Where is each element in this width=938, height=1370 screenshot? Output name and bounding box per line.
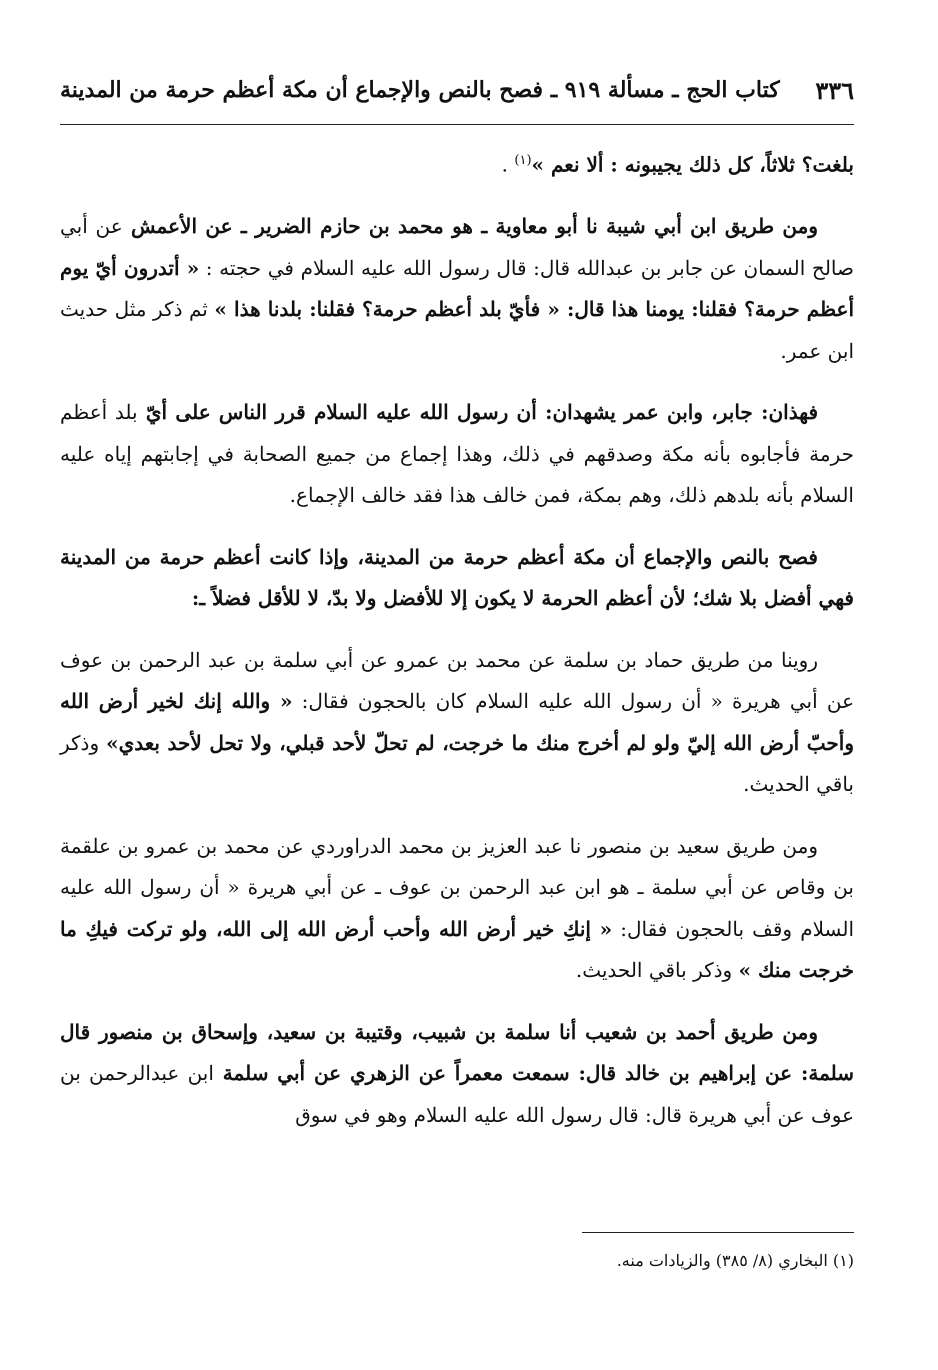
paragraph [60,826,854,992]
text-segment: ومن طريق سعيد بن منصور نا عبد العزيز بن محمد الدراوردي عن محمد بن عمرو بن علقمة بن وقاص عن أبي سلمة ـ هو ابن عبد الرحمن بن عوف ـ عن أبي هريرة « أن رسول الله عليه السلام وقف بالحجون فقال: [60,833,855,941]
header-divider [60,124,854,125]
text-segment: عن أبي صالح السمان عن جابر بن عبدالله قال: قال رسول الله عليه السلام في حجته : [60,214,854,280]
paragraph [60,537,854,620]
footnote-marker: (١) [514,153,532,168]
footnote-divider [582,1232,854,1233]
text-segment: ثم ذكر مثل حديث ابن عمر. [60,297,854,363]
text-segment: وذكر باقي الحديث. [575,958,739,983]
footnote: (١) البخاري (٨/ ٣٨٥) والزيادات منه. [616,1251,854,1270]
text-segment: بلد أعظم حرمة فأجابوه بأنه مكة وصدقهم في ذلك، وهذا إجماع من جميع الصحابة في إجابتهم إياه عليه السلام بأنه بلدهم ذلك، وهم بمكة، فمن خالف هذا فقد خالف الإجماع. [60,400,854,508]
paragraph [60,206,854,372]
paragraph [60,1012,854,1137]
paragraph [60,140,854,186]
text-segment: وذكر باقي الحديث. [60,730,854,797]
bold-text-segment: بلغت؟ ثلاثاً، كل ذلك يجيبونه : ألا نعم » [531,152,854,177]
bold-text-segment: فهذان: جابر، وابن عمر يشهدان: أن رسول الله عليه السلام قرر الناس على أيّ [137,400,818,425]
text-segment: . [501,152,515,177]
bold-text-segment: « أتدرون أيّ يوم أعظم حرمة؟ فقلنا: يومنا هذا قال: « فأيّ بلد أعظم حرمة؟ فقلنا: بلدنا هذا » [60,255,855,322]
bold-text-segment: « والله إنك لخير أرض الله وأحبّ أرض الله إليّ ولو لم أخرج منك ما خرجت، لم تحلّ لأحد قبلي، ولا تحل لأحد بعدي» [60,689,855,755]
page-header [60,64,854,116]
text-segment: ابن عبدالرحمن بن عوف عن أبي هريرة قال: قال رسول الله عليه السلام وهو في سوق [60,1061,854,1127]
bold-text-segment: « إنكِ خير أرض الله وأحب أرض الله إلى الله، ولو تركت فيكِ ما خرجت منك » [60,916,854,983]
paragraph [60,640,854,806]
text-segment: روينا من طريق حماد بن سلمة عن محمد بن عمرو عن أبي سلمة بن عبد الرحمن بن عوف عن أبي هريرة « أن رسول الله عليه السلام كان بالحجون فقال: [60,647,854,714]
running-title: كتاب الحج ـ مسألة ٩١٩ ـ فصح بالنص والإجماع أن مكة أعظم حرمة من المدينة [60,77,780,103]
body-text [60,140,854,1156]
page-number: ٣٣٦ [815,75,854,105]
paragraph [60,392,854,517]
bold-text-segment: ومن طريق أحمد بن شعيب أنا سلمة بن شبيب، وقتيبة بن سعيد، وإسحاق بن منصور قال سلمة: عن إبراهيم بن خالد قال: سمعت معمراً عن الزهري عن أبي سلمة [60,1019,855,1086]
bold-text-segment: فصح بالنص والإجماع أن مكة أعظم حرمة من المدينة، وإذا كانت أعظم حرمة من المدينة فهي أفضل بلا شك؛ لأن أعظم الحرمة لا يكون إلا للأفضل ولا بدّ، لا للأقل فضلاً ـ: [60,544,854,611]
bold-text-segment: ومن طريق ابن أبي شيبة نا أبو معاوية ـ هو محمد بن حازم الضرير ـ عن الأعمش [122,214,818,239]
